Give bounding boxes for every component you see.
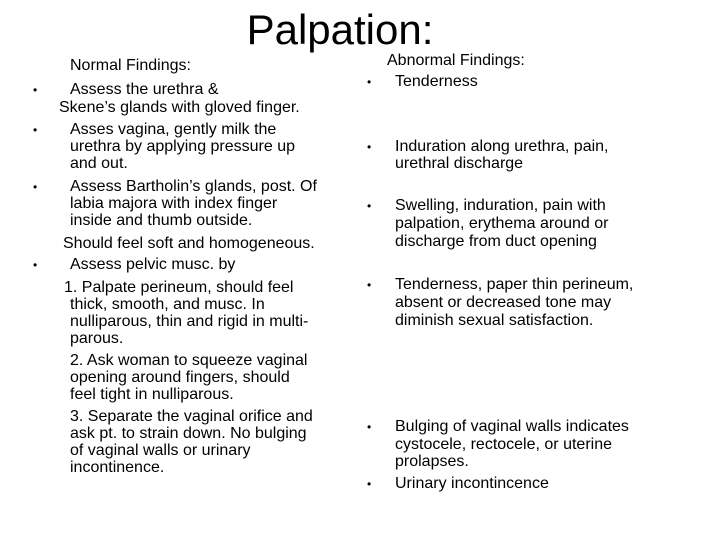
bullet-icon: •	[367, 199, 372, 213]
normal-line: 2. Ask woman to squeeze vaginal	[70, 352, 308, 369]
normal-line: Should feel soft and homogeneous.	[63, 235, 315, 252]
normal-line: incontinence.	[70, 459, 165, 476]
abnormal-line: absent or decreased tone may	[395, 294, 612, 311]
normal-line: 1. Palpate perineum, should feel	[64, 279, 294, 296]
normal-findings-heading: Normal Findings:	[70, 57, 191, 74]
bullet-icon: •	[367, 420, 372, 434]
abnormal-line: Bulging of vaginal walls indicates	[395, 418, 629, 435]
abnormal-line: diminish sexual satisfaction.	[395, 312, 594, 329]
abnormal-line: Urinary incontincence	[395, 475, 549, 492]
normal-line: Assess pelvic musc. by	[70, 256, 236, 273]
normal-line: opening around fingers, should	[70, 369, 290, 386]
abnormal-line: Tenderness, paper thin perineum,	[395, 276, 634, 293]
normal-line: and out.	[70, 155, 128, 172]
abnormal-findings-heading: Abnormal Findings:	[387, 52, 525, 69]
abnormal-line: cystocele, rectocele, or uterine	[395, 436, 612, 453]
abnormal-line: prolapses.	[395, 453, 469, 470]
abnormal-line: Swelling, induration, pain with	[395, 197, 606, 214]
abnormal-line: urethral discharge	[395, 155, 524, 172]
normal-line: Asses vagina, gently milk the	[70, 121, 277, 138]
normal-line: Skene’s glands with gloved finger.	[59, 99, 300, 116]
slide-title: Palpation:	[246, 6, 434, 53]
bullet-icon: •	[367, 140, 372, 154]
bullet-icon: •	[367, 278, 372, 292]
abnormal-line: palpation, erythema around or	[395, 215, 609, 232]
normal-line: nulliparous, thin and rigid in multi-	[70, 313, 309, 330]
abnormal-line: Tenderness	[395, 73, 478, 90]
bullet-icon: •	[367, 75, 372, 89]
normal-line: ask pt. to strain down. No bulging	[70, 425, 307, 442]
normal-line: thick, smooth, and musc. In	[70, 296, 265, 313]
bullet-icon: •	[33, 180, 38, 194]
normal-line: of vaginal walls or urinary	[70, 442, 251, 459]
normal-line: labia majora with index finger	[70, 195, 278, 212]
normal-line: feel tight in nulliparous.	[70, 386, 234, 403]
abnormal-line: discharge from duct opening	[395, 233, 597, 250]
normal-line: inside and thumb outside.	[70, 212, 253, 229]
bullet-icon: •	[33, 258, 38, 272]
normal-line: Assess Bartholin’s glands, post. Of	[70, 178, 317, 195]
bullet-icon: •	[33, 83, 38, 97]
bullet-icon: •	[33, 123, 38, 137]
bullet-icon: •	[367, 477, 372, 491]
abnormal-line: Induration along urethra, pain,	[395, 138, 609, 155]
normal-line: Assess the urethra &	[70, 81, 219, 98]
normal-line: parous.	[70, 330, 124, 347]
normal-line: urethra by applying pressure up	[70, 138, 296, 155]
normal-line: 3. Separate the vaginal orifice and	[70, 408, 313, 425]
